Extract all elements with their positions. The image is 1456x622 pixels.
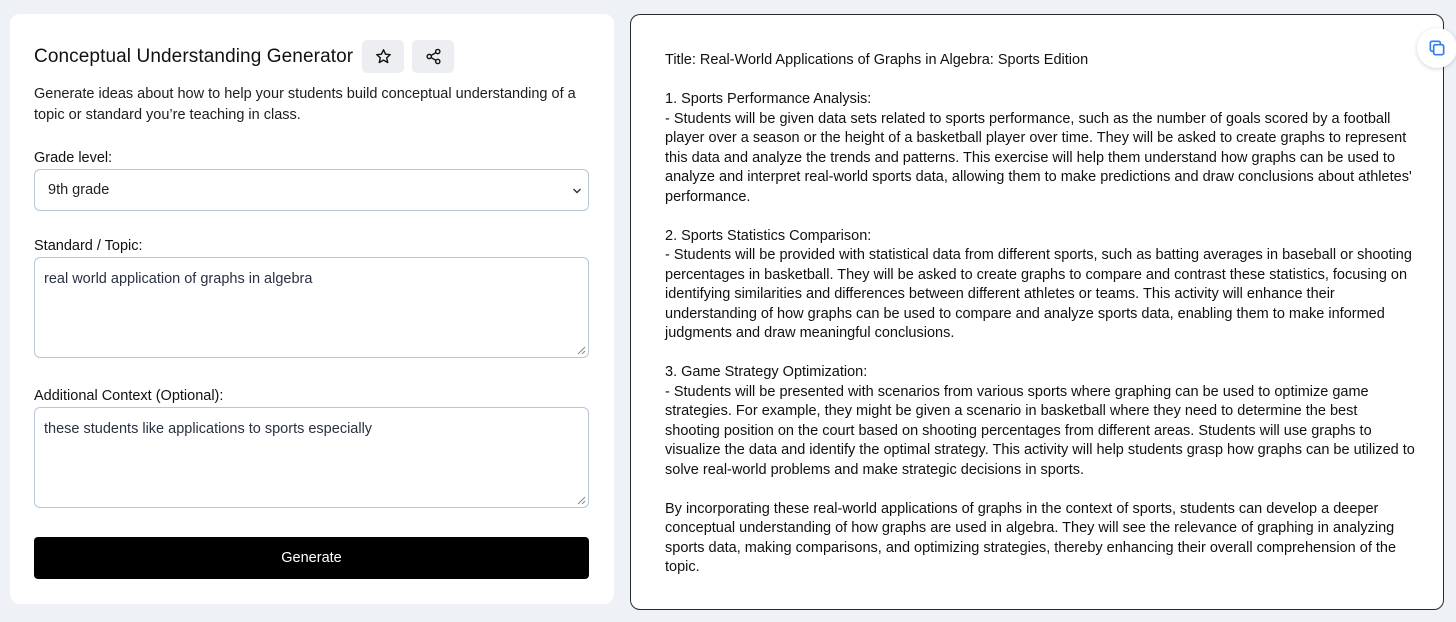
grade-level-label: Grade level: xyxy=(34,150,113,166)
copy-button[interactable] xyxy=(1417,28,1456,68)
standard-topic-value: real world application of graphs in algebra xyxy=(44,271,313,287)
resize-handle-icon[interactable] xyxy=(577,346,586,355)
share-icon xyxy=(425,48,442,65)
resize-handle-icon[interactable] xyxy=(577,496,586,505)
standard-topic-input[interactable] xyxy=(34,257,589,358)
additional-context-label: Additional Context (Optional): xyxy=(34,388,224,404)
copy-icon xyxy=(1427,38,1447,58)
page-title: Conceptual Understanding Generator xyxy=(34,45,354,67)
share-button[interactable] xyxy=(412,40,454,73)
generator-form-panel xyxy=(10,14,614,604)
chevron-down-icon xyxy=(572,186,582,196)
page-description: Generate ideas about how to help your students build conceptual understanding of a topic or standard you’re teaching in class. xyxy=(34,86,576,123)
grade-level-value: 9th grade xyxy=(48,182,110,198)
generate-button[interactable]: Generate xyxy=(34,537,589,579)
additional-context-value: these students like applications to sports especially xyxy=(44,421,373,437)
star-icon xyxy=(375,48,392,65)
standard-topic-label: Standard / Topic: xyxy=(34,238,143,254)
title-row xyxy=(34,40,462,73)
output-panel xyxy=(630,14,1444,610)
grade-level-select[interactable] xyxy=(34,169,589,211)
generated-output-text: Title: Real-World Applications of Graphs in Algebra: Sports Edition 1. Sports Performance Analysis: - Students will be given data sets related to sports performance, such as the number of goals scored by a football player over a season or the height of a basketball player over time. They will be asked to create graphs to represent this data and analyze the trends and patterns. This exercise will help them understand how graphs can be used to analyze and interpret real-world sports data, allowing them to make predictions and draw conclusions about athletes' performance. 2. Sports Statistics Comparison: - Students will be provided with statistical data from different sports, such as batting averages in baseball or shooting percentages in basketball. They will be asked to create graphs to compare and contrast these statistics, focusing on identifying similarities and differences between different athletes or teams. This activity will enhance their understanding of how graphs can be used to compare and analyze sports data, enabling them to make informed judgments and draw meaningful conclusions. 3. Game Strategy Optimization: - Students will be presented with scenarios from various sports where graphing can be used to optimize game strategies. For example, they might be given a scenario in basketball where they need to determine the best shooting position on the court based on shooting percentages from different areas. Students will use graphs to visualize the data and identify the optimal strategy. This activity will help students grasp how graphs can be utilized to solve real-world problems and make strategic decisions in sports. By incorporating these real-world applications of graphs in the context of sports, students can develop a deeper conceptual understanding of how graphs are used in algebra. They will see the relevance of graphing in analyzing sports data, making comparisons, and optimizing strategies, thereby enhancing their overall comprehension of the topic. xyxy=(665,52,1415,575)
favorite-button[interactable] xyxy=(362,40,404,73)
additional-context-input[interactable] xyxy=(34,407,589,508)
